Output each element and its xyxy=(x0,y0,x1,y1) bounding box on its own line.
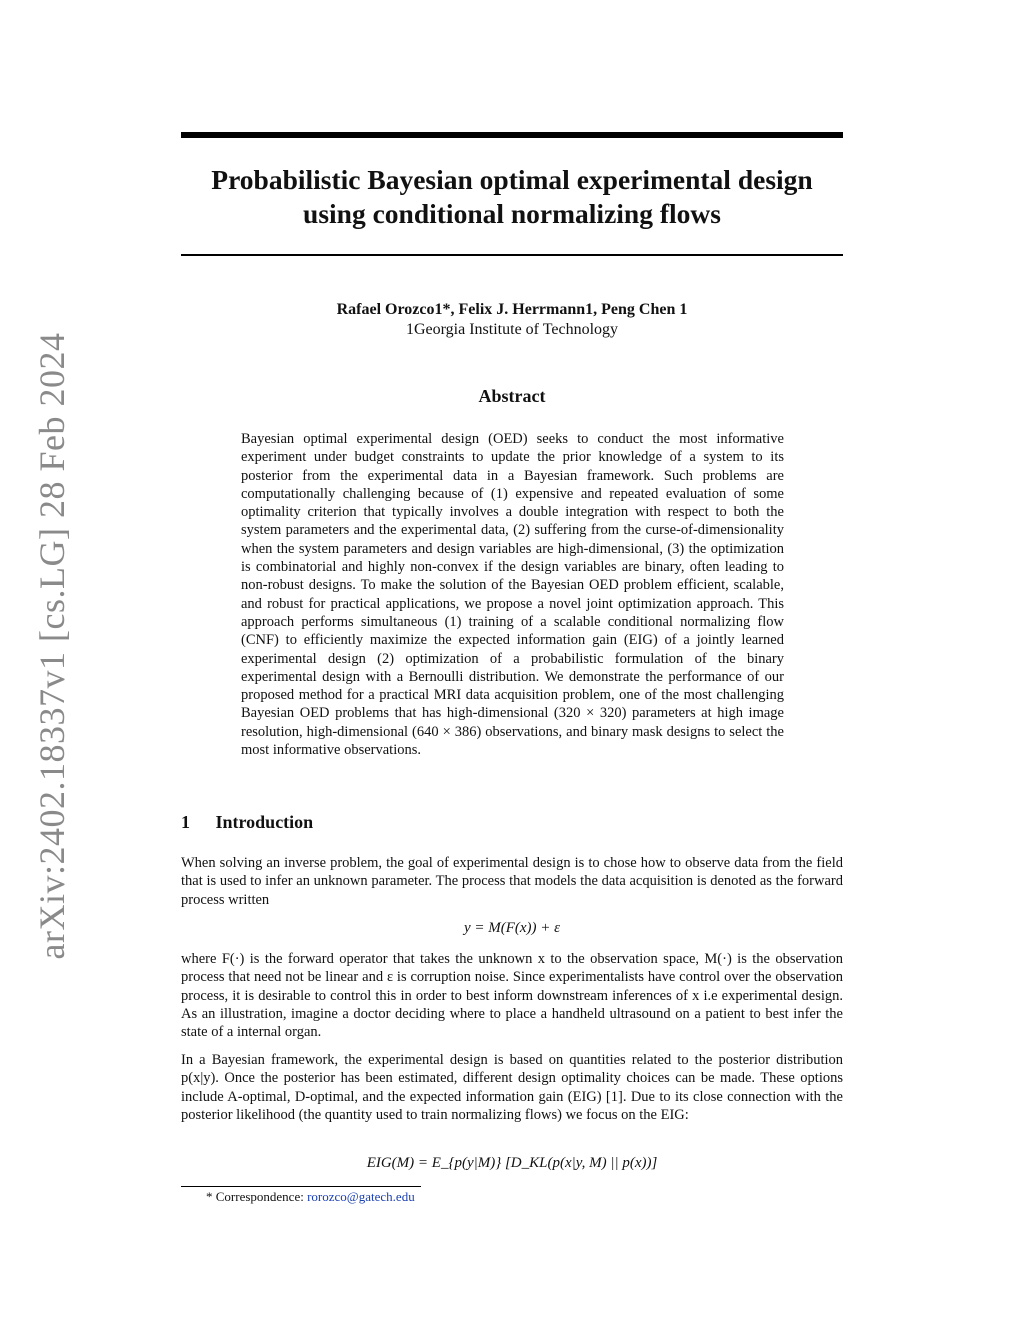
section-heading xyxy=(181,812,313,833)
intro-paragraph-2: where F(·) is the forward operator that takes the unknown x to the observation space, M(·) is the observation process that need not be linear and ε is corruption noise. Since experimentalists have control over the observation process, it is desirable to control this in order to best inform downstream inferences of x i.e experimental design. As an illustration, imagine a doctor deciding where to place a handheld ultrasound on a patient to best infer the state of a internal organ. xyxy=(181,951,843,1041)
footnote xyxy=(206,1189,415,1205)
paper-title: Probabilistic Bayesian optimal experimental design using conditional normalizing flows xyxy=(211,164,813,229)
affiliation: 1Georgia Institute of Technology xyxy=(405,321,619,338)
section-number: 1 xyxy=(181,812,190,832)
eig-equation: EIG(M) = E_{p(y|M)} [D_KL(p(x|y, M) || p(x))] xyxy=(366,1155,658,1171)
title-top-rule xyxy=(181,132,843,138)
abstract-body: Bayesian optimal experimental design (OED) seeks to conduct the most informative experiment under budget constraints to update the prior knowledge of a system to its posterior from the experimental data in a Bayesian framework. Such problems are computationally challenging because of (1) expensive and repeated evaluation of some optimality criterion that typically involves a double integration with respect to both the system parameters and the experimental data, (2) suffering from the curse-of-dimensionality when the system parameters and design variables are high-dimensional, (3) the optimization is combinatorial and highly non-convex if the design variables are binary, often leading to non-robust designs. To make the solution of the Bayesian OED problem efficient, scalable, and robust for practical applications, we propose a novel joint optimization approach. This approach performs simultaneous (1) training of a scalable conditional normalizing flow (CNF) to efficiently maximize the expected information gain (EIG) of a jointly learned experimental design (2) optimization of a probabilistic formulation of the binary experimental design with a Bernoulli distribution. We demonstrate the performance of our proposed method for a practical MRI data acquisition problem, one of the most challenging Bayesian OED problems that has high-dimensional (320 × 320) parameters at high image resolution, high-dimensional (640 × 386) observations, and binary mask designs to select the most informative observations. xyxy=(241,431,784,759)
intro-paragraph-3: In a Bayesian framework, the experimental design is based on quantities related to the posterior distribution p(x|y). Once the posterior has been estimated, different design optimality choices can be made. These options include A-optimal, D-optimal, and the expected information gain (EIG) [1]. Due to its close connection with the posterior likelihood (the quantity used to train normalizing flows) we focus on the EIG: xyxy=(181,1052,843,1123)
correspondence-email-link[interactable]: rorozco@gatech.edu xyxy=(307,1189,415,1204)
title-bottom-rule xyxy=(181,254,843,256)
footnote-rule xyxy=(181,1186,421,1187)
footnote-label: * Correspondence: xyxy=(206,1189,308,1204)
arxiv-stamp: arXiv:2402.18337v1 [cs.LG] 28 Feb 2024 xyxy=(32,332,72,960)
author-names: Rafael Orozco1*, Felix J. Herrmann1, Peng Chen 1 xyxy=(336,301,688,318)
intro-paragraph-1: When solving an inverse problem, the goal of experimental design is to chose how to observe data from the field that is used to infer an unknown parameter. The process that models the data acquisition is denoted as the forward process written xyxy=(181,855,843,908)
abstract-heading: Abstract xyxy=(478,386,546,406)
forward-process-equation: y = M(F(x)) + ε xyxy=(463,920,561,936)
section-title: Introduction xyxy=(215,812,314,832)
author-block xyxy=(181,300,843,340)
